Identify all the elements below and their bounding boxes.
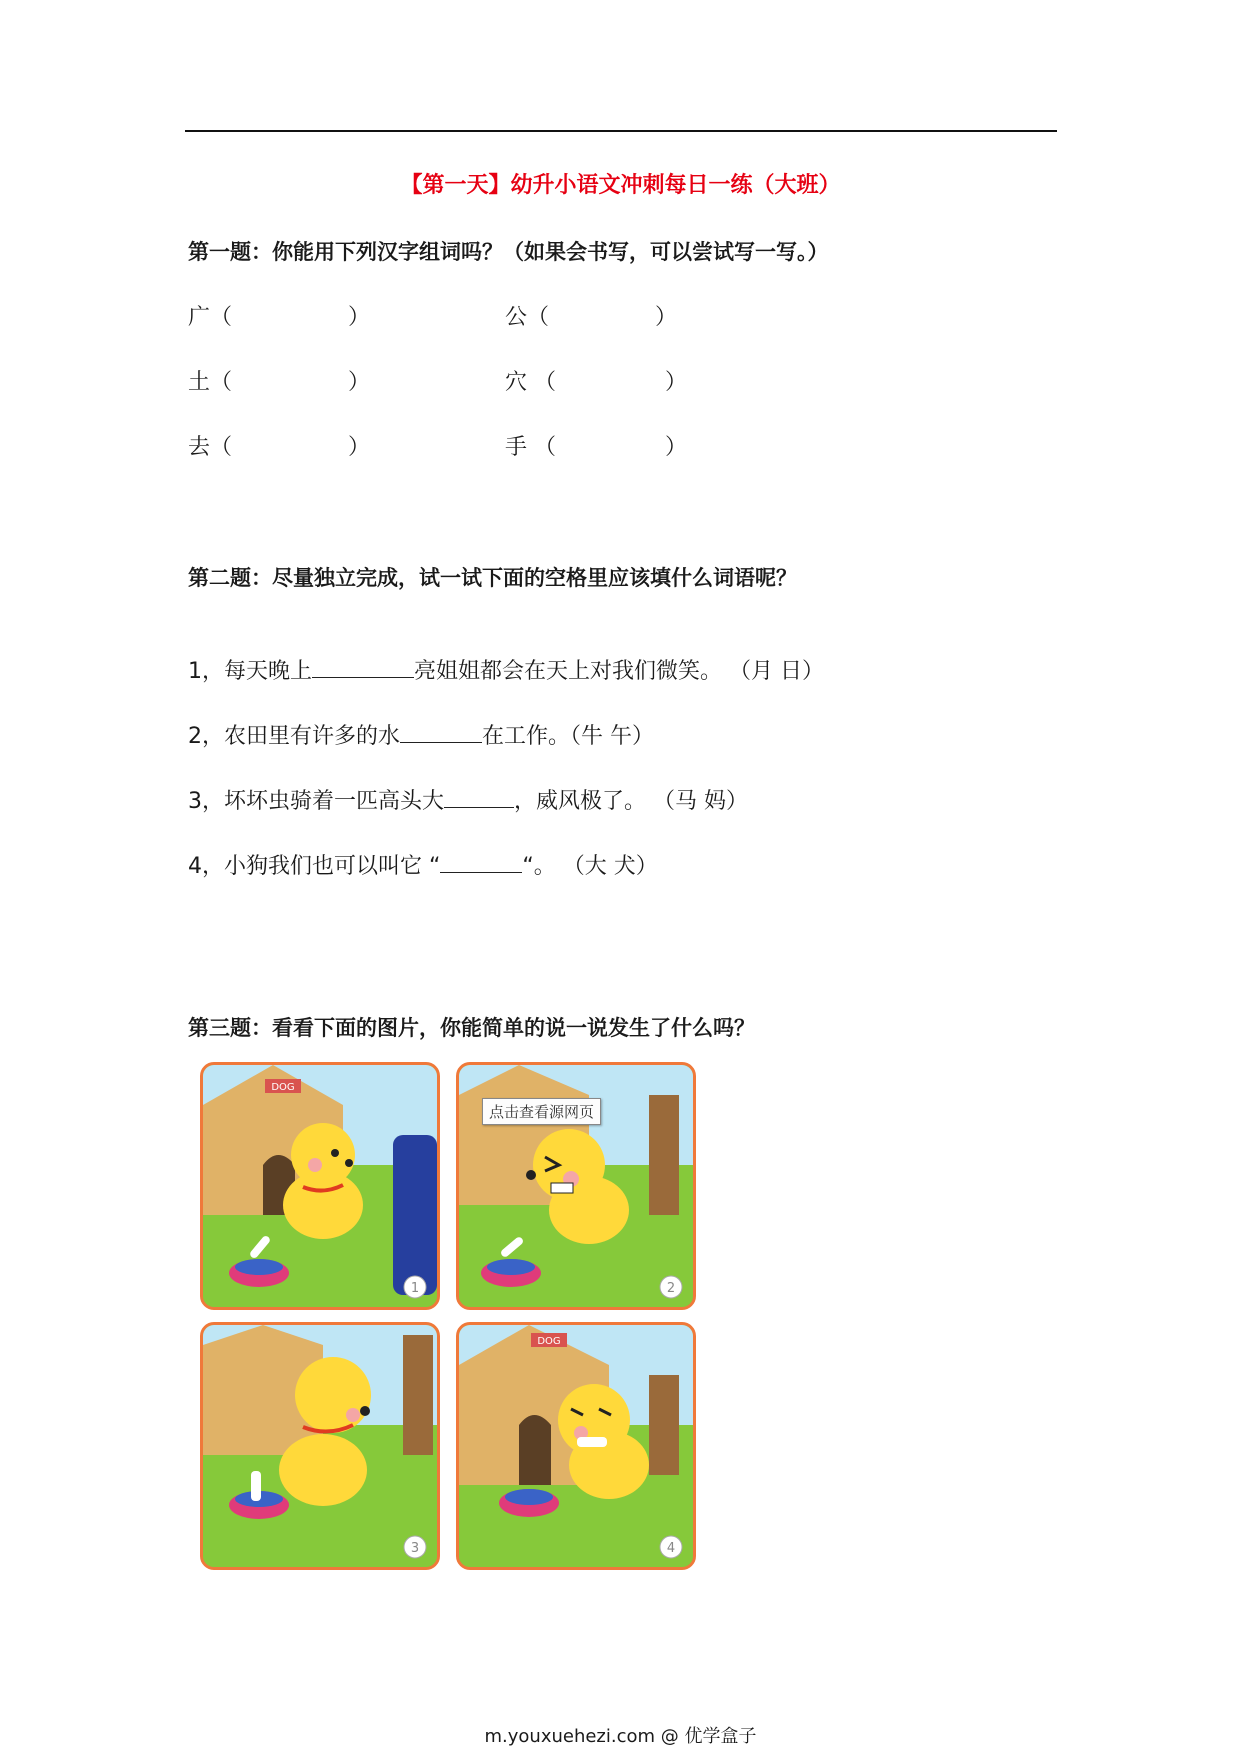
- person-leg-icon: [393, 1135, 437, 1295]
- fill-blank[interactable]: [444, 785, 514, 808]
- panel-number: 4: [666, 1541, 676, 1556]
- dog-body-icon: [279, 1434, 367, 1506]
- comic-panel-3: [200, 1322, 440, 1570]
- q1-item-right-close: ）: [665, 370, 688, 395]
- page-title: 【第一天】幼升小语文冲刺每日一练（大班）: [400, 173, 841, 198]
- view-source-tooltip[interactable]: 点击查看源网页: [482, 1098, 601, 1125]
- comic-panel-4: [456, 1322, 696, 1570]
- q2-sentence: 3，坏坏虫骑着一匹高头大 ，威风极了。 （马 妈）: [188, 784, 748, 815]
- fill-blank[interactable]: [312, 655, 414, 678]
- q1-item-left: 广（: [188, 305, 233, 330]
- panel-number: 3: [410, 1541, 420, 1556]
- post-icon: [403, 1335, 433, 1455]
- q1-item-left-close: ）: [348, 305, 371, 330]
- fill-blank[interactable]: [400, 720, 482, 743]
- fill-blank[interactable]: [440, 850, 522, 873]
- q2-heading: 第二题：尽量独立完成，试一试下面的空格里应该填什么词语呢？: [188, 566, 797, 590]
- dog-sign: DOG: [271, 1082, 295, 1093]
- q1-item-right: 手 （: [505, 435, 556, 460]
- dog-head-icon: [291, 1123, 355, 1187]
- post-icon: [649, 1095, 679, 1215]
- q2-sentence: 4，小狗我们也可以叫它 “ “。 （大 犬）: [188, 849, 658, 880]
- comic-panel-1: [200, 1062, 440, 1310]
- top-rule: [185, 130, 1057, 132]
- bone-icon: [577, 1437, 607, 1447]
- q2-sentence: 1，每天晚上 亮姐姐都会在天上对我们微笑。 （月 日）: [188, 654, 824, 685]
- q1-heading: 第一题：你能用下列汉字组词吗？（如果会书写，可以尝试写一写。）: [188, 240, 829, 264]
- dog-sign: DOG: [537, 1336, 561, 1347]
- q1-item-right: 穴 （: [505, 370, 556, 395]
- q1-item-left-close: ）: [348, 370, 371, 395]
- q1-item-left: 去（: [188, 435, 233, 460]
- q3-heading: 第三题：看看下面的图片，你能简单的说一说发生了什么吗？: [188, 1016, 755, 1040]
- q1-item-left-close: ）: [348, 435, 371, 460]
- panel-number: 2: [666, 1281, 676, 1296]
- q1-item-right: 公（: [505, 305, 550, 330]
- q1-item-right-close: ）: [665, 435, 688, 460]
- bone-icon: [251, 1471, 261, 1501]
- panel-number: 1: [410, 1281, 420, 1296]
- q2-sentence: 2，农田里有许多的水 在工作。（牛 午）: [188, 719, 654, 750]
- post-icon: [649, 1375, 679, 1475]
- q1-item-left: 土（: [188, 370, 233, 395]
- dog-head-icon: [295, 1357, 371, 1433]
- footer-watermark: m.youxuehezi.com @ 优学盒子: [484, 1726, 757, 1747]
- q1-item-right-close: ）: [655, 305, 678, 330]
